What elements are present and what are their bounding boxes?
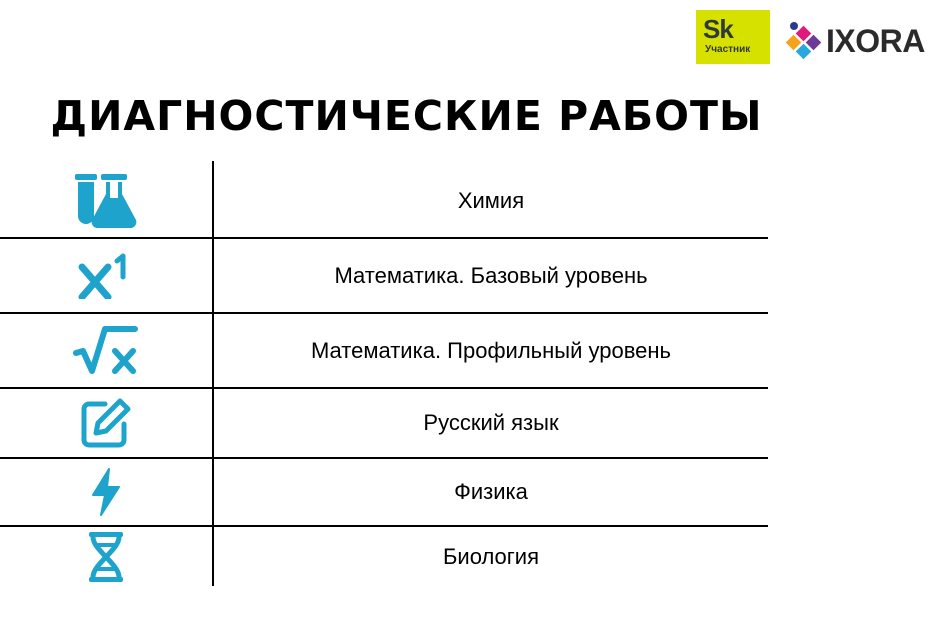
table-row-math-base (0, 239, 768, 312)
superscript-icon (0, 239, 212, 312)
ixora-logo-text: IXORA (826, 23, 925, 59)
ixora-logo (780, 10, 941, 70)
subject-label: Математика. Профильный уровень (310, 337, 672, 363)
skolkovo-logo (696, 10, 770, 64)
table-row-biology (0, 527, 768, 586)
skolkovo-logo-caption: Участник (705, 44, 751, 55)
subject-label: Физика (454, 479, 528, 504)
lightning-icon (0, 459, 212, 525)
square-root-icon (0, 314, 212, 387)
table-row-physics (0, 459, 768, 525)
table-row-russian (0, 389, 768, 457)
subject-label: Биология (442, 543, 540, 569)
subject-label: Русский язык (423, 410, 559, 435)
subject-label: Математика. Базовый уровень (334, 262, 648, 288)
page-title: ДИАГНОСТИЧЕСКИЕ РАБОТЫ (50, 92, 763, 140)
table-row-math-profile (0, 314, 768, 387)
subject-label: Химия (457, 188, 525, 213)
ixora-logo-icon (784, 20, 824, 60)
flask-icon (0, 165, 212, 237)
edit-icon (0, 389, 212, 457)
table-row-chemistry (0, 165, 768, 237)
dna-icon (0, 527, 212, 586)
skolkovo-logo-mark: Sk (703, 14, 733, 44)
